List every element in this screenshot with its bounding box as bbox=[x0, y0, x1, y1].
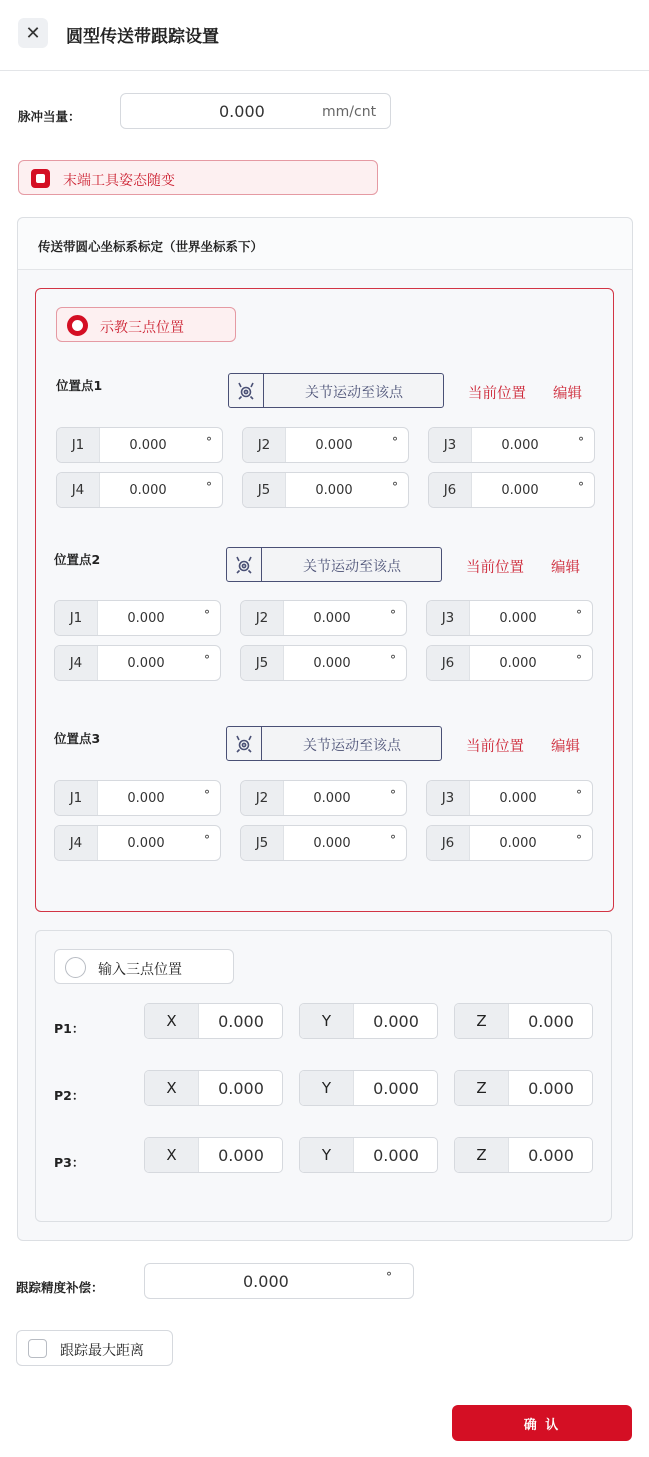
joint-name: J2 bbox=[241, 781, 284, 815]
joint-name: J1 bbox=[57, 428, 100, 462]
coord-input-z[interactable] bbox=[454, 1137, 593, 1173]
radio-selected-icon bbox=[67, 315, 88, 336]
joint-unit: ° bbox=[390, 653, 396, 667]
joint-value: 0.000 bbox=[315, 483, 353, 498]
joint-name: J6 bbox=[429, 473, 472, 507]
accuracy-value: 0.000 bbox=[243, 1272, 289, 1291]
joint-name: J2 bbox=[243, 428, 286, 462]
joint-move-label: 关节运动至该点 bbox=[303, 738, 401, 754]
joint-input-j6[interactable] bbox=[426, 645, 593, 681]
coord-input-y[interactable] bbox=[299, 1003, 438, 1039]
joint-move-to-point-button[interactable] bbox=[226, 726, 442, 761]
joint-name: J5 bbox=[241, 826, 284, 860]
radio-unselected-icon bbox=[65, 957, 86, 978]
joint-value: 0.000 bbox=[501, 438, 539, 453]
coord-input-z[interactable] bbox=[454, 1070, 593, 1106]
joint-name: J6 bbox=[427, 826, 470, 860]
joint-unit: ° bbox=[204, 788, 210, 802]
axis-label: X bbox=[145, 1071, 199, 1105]
calibration-header bbox=[18, 218, 632, 270]
edit-link[interactable]: 编辑 bbox=[551, 560, 580, 576]
joint-input-j4[interactable] bbox=[54, 645, 221, 681]
coord-value: 0.000 bbox=[528, 1146, 574, 1165]
axis-label: Z bbox=[455, 1138, 509, 1172]
joint-input-j2[interactable] bbox=[240, 780, 407, 816]
joint-unit: ° bbox=[206, 480, 212, 494]
joint-input-j5[interactable] bbox=[242, 472, 409, 508]
joint-unit: ° bbox=[204, 608, 210, 622]
axis-label: Y bbox=[300, 1071, 354, 1105]
accuracy-input[interactable] bbox=[144, 1263, 414, 1299]
joint-input-j1[interactable] bbox=[54, 600, 221, 636]
accuracy-label: 跟踪精度补偿： bbox=[16, 1280, 104, 1295]
joint-name: J3 bbox=[429, 428, 472, 462]
current-position-link[interactable]: 当前位置 bbox=[466, 560, 524, 576]
pulse-unit: mm/cnt bbox=[322, 104, 377, 120]
joint-unit: ° bbox=[576, 653, 582, 667]
point-title: 位置点3 bbox=[54, 731, 101, 746]
point-title: 位置点1 bbox=[56, 378, 103, 393]
pulse-label: 脉冲当量： bbox=[18, 109, 81, 124]
joint-unit: ° bbox=[578, 435, 584, 449]
coord-value: 0.000 bbox=[218, 1079, 264, 1098]
axis-label: X bbox=[145, 1004, 199, 1038]
confirm-button[interactable]: 确 认 bbox=[452, 1405, 632, 1441]
input-three-points-radio[interactable] bbox=[54, 949, 234, 984]
joint-value: 0.000 bbox=[129, 438, 167, 453]
coord-value: 0.000 bbox=[218, 1146, 264, 1165]
joint-input-j1[interactable] bbox=[54, 780, 221, 816]
coord-value: 0.000 bbox=[528, 1079, 574, 1098]
close-icon: ✕ bbox=[25, 22, 41, 44]
joint-value: 0.000 bbox=[499, 611, 537, 626]
coord-value: 0.000 bbox=[373, 1079, 419, 1098]
axis-label: X bbox=[145, 1138, 199, 1172]
robot-joint-icon bbox=[227, 548, 262, 581]
calibration-title: 传送带圆心坐标系标定（世界坐标系下） bbox=[38, 239, 264, 254]
joint-input-j6[interactable] bbox=[426, 825, 593, 861]
header-divider bbox=[0, 70, 649, 71]
joint-input-j2[interactable] bbox=[242, 427, 409, 463]
current-position-link[interactable]: 当前位置 bbox=[466, 739, 524, 755]
joint-value: 0.000 bbox=[313, 611, 351, 626]
pulse-input[interactable] bbox=[120, 93, 391, 129]
joint-input-j6[interactable] bbox=[428, 472, 595, 508]
coord-input-y[interactable] bbox=[299, 1137, 438, 1173]
axis-label: Y bbox=[300, 1004, 354, 1038]
axis-label: Z bbox=[455, 1004, 509, 1038]
axis-label: Y bbox=[300, 1138, 354, 1172]
joint-value: 0.000 bbox=[501, 483, 539, 498]
tool-pose-follow-checkbox[interactable] bbox=[18, 160, 378, 195]
joint-name: J1 bbox=[55, 781, 98, 815]
teach-three-points-radio[interactable] bbox=[56, 307, 236, 342]
joint-unit: ° bbox=[390, 833, 396, 847]
input-three-points-label: 输入三点位置 bbox=[98, 962, 182, 978]
joint-unit: ° bbox=[204, 653, 210, 667]
joint-value: 0.000 bbox=[127, 791, 165, 806]
max-distance-label: 跟踪最大距离 bbox=[60, 1343, 144, 1359]
max-distance-checkbox[interactable] bbox=[16, 1330, 173, 1366]
tool-pose-follow-label: 末端工具姿态随变 bbox=[63, 173, 175, 189]
joint-move-to-point-button[interactable] bbox=[228, 373, 444, 408]
coord-value: 0.000 bbox=[218, 1012, 264, 1031]
joint-name: J3 bbox=[427, 601, 470, 635]
coord-value: 0.000 bbox=[373, 1146, 419, 1165]
input-point-label: P3： bbox=[54, 1155, 85, 1170]
input-point-label: P1： bbox=[54, 1021, 85, 1036]
joint-name: J4 bbox=[55, 826, 98, 860]
robot-joint-icon bbox=[227, 727, 262, 760]
page-title: 圆型传送带跟踪设置 bbox=[66, 27, 219, 47]
teach-three-points-label: 示教三点位置 bbox=[100, 320, 184, 336]
joint-unit: ° bbox=[206, 435, 212, 449]
joint-value: 0.000 bbox=[315, 438, 353, 453]
pulse-value: 0.000 bbox=[219, 102, 265, 121]
joint-unit: ° bbox=[578, 480, 584, 494]
joint-input-j5[interactable] bbox=[240, 645, 407, 681]
checkbox-checked-icon bbox=[31, 169, 50, 188]
joint-unit: ° bbox=[392, 435, 398, 449]
axis-label: Z bbox=[455, 1071, 509, 1105]
joint-input-j4[interactable] bbox=[56, 472, 223, 508]
joint-input-j4[interactable] bbox=[54, 825, 221, 861]
joint-unit: ° bbox=[576, 608, 582, 622]
input-point-label: P2： bbox=[54, 1088, 85, 1103]
checkbox-unchecked-icon bbox=[28, 1339, 47, 1358]
joint-input-j3[interactable] bbox=[426, 600, 593, 636]
joint-value: 0.000 bbox=[129, 483, 167, 498]
joint-name: J4 bbox=[57, 473, 100, 507]
robot-joint-icon bbox=[229, 374, 264, 407]
joint-value: 0.000 bbox=[499, 656, 537, 671]
joint-input-j5[interactable] bbox=[240, 825, 407, 861]
joint-value: 0.000 bbox=[313, 656, 351, 671]
joint-unit: ° bbox=[390, 608, 396, 622]
coord-value: 0.000 bbox=[528, 1012, 574, 1031]
coord-input-z[interactable] bbox=[454, 1003, 593, 1039]
joint-value: 0.000 bbox=[313, 836, 351, 851]
joint-unit: ° bbox=[576, 788, 582, 802]
joint-input-j3[interactable] bbox=[426, 780, 593, 816]
joint-value: 0.000 bbox=[499, 836, 537, 851]
joint-name: J4 bbox=[55, 646, 98, 680]
joint-name: J3 bbox=[427, 781, 470, 815]
joint-value: 0.000 bbox=[127, 611, 165, 626]
coord-input-x[interactable] bbox=[144, 1070, 283, 1106]
joint-unit: ° bbox=[204, 833, 210, 847]
joint-name: J5 bbox=[243, 473, 286, 507]
joint-value: 0.000 bbox=[313, 791, 351, 806]
joint-name: J6 bbox=[427, 646, 470, 680]
joint-value: 0.000 bbox=[127, 656, 165, 671]
joint-value: 0.000 bbox=[127, 836, 165, 851]
joint-unit: ° bbox=[392, 480, 398, 494]
joint-name: J5 bbox=[241, 646, 284, 680]
joint-unit: ° bbox=[576, 833, 582, 847]
edit-link[interactable]: 编辑 bbox=[551, 739, 580, 755]
edit-link[interactable]: 编辑 bbox=[553, 386, 582, 402]
joint-name: J1 bbox=[55, 601, 98, 635]
joint-move-label: 关节运动至该点 bbox=[305, 385, 403, 401]
point-title: 位置点2 bbox=[54, 552, 101, 567]
close-button[interactable] bbox=[18, 18, 48, 48]
joint-move-label: 关节运动至该点 bbox=[303, 559, 401, 575]
joint-name: J2 bbox=[241, 601, 284, 635]
joint-unit: ° bbox=[390, 788, 396, 802]
joint-input-j1[interactable] bbox=[56, 427, 223, 463]
coord-value: 0.000 bbox=[373, 1012, 419, 1031]
accuracy-unit: ° bbox=[386, 1270, 392, 1284]
coord-input-x[interactable] bbox=[144, 1003, 283, 1039]
joint-value: 0.000 bbox=[499, 791, 537, 806]
joint-input-j2[interactable] bbox=[240, 600, 407, 636]
joint-move-to-point-button[interactable] bbox=[226, 547, 442, 582]
joint-input-j3[interactable] bbox=[428, 427, 595, 463]
coord-input-y[interactable] bbox=[299, 1070, 438, 1106]
coord-input-x[interactable] bbox=[144, 1137, 283, 1173]
current-position-link[interactable]: 当前位置 bbox=[468, 386, 526, 402]
